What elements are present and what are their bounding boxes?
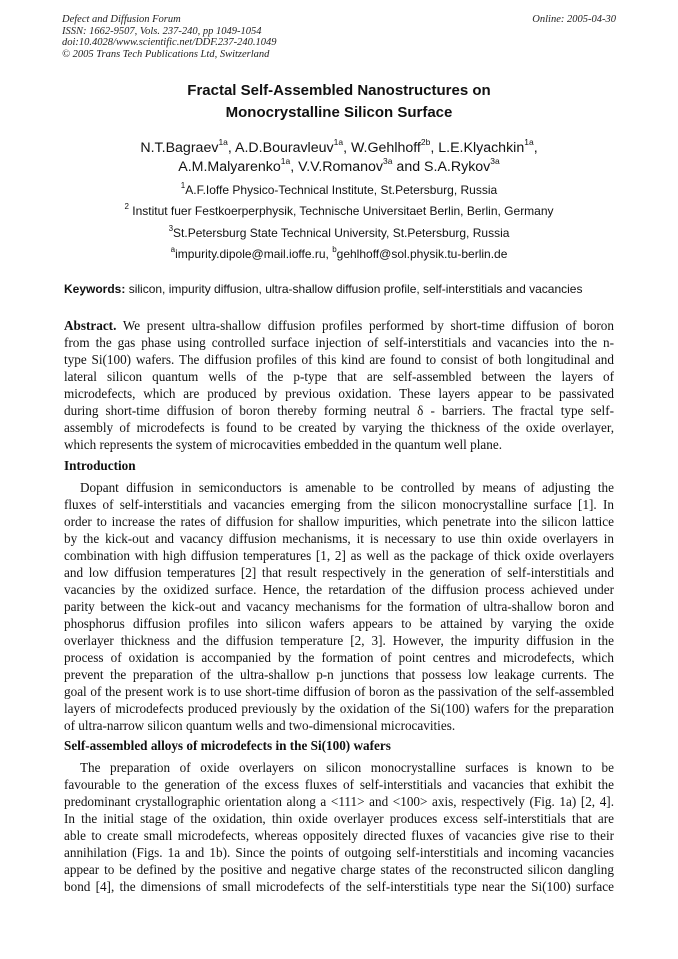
author-line-1 bbox=[0, 139, 678, 158]
paragraph-line: goal of the present work is to use short-time diffusion of boron as the passivation of the self-assembled bbox=[64, 684, 614, 699]
journal-copyright: © 2005 Trans Tech Publications Ltd, Switzerland bbox=[62, 48, 270, 60]
abstract-label: Abstract. bbox=[64, 318, 117, 333]
author-separator: and bbox=[392, 159, 425, 175]
abstract-line: lateral silicon quantum wells of the p-type that are self-assembled between the layers of bbox=[64, 369, 614, 384]
paragraph-line: combination with high diffusion temperatures [1, 2] as well as the package of thick oxide overlayers bbox=[64, 548, 614, 563]
paragraph-line: In the initial stage of the oxidation, thin oxide overlayer produces excess self-interstitials that are bbox=[64, 811, 614, 826]
paragraph-line: and low diffusion temperatures [2] that result respectively in the generation of self-interstitials and bbox=[64, 565, 614, 580]
author-name: S.A.Rykov bbox=[424, 159, 491, 175]
author-separator: , bbox=[227, 140, 236, 156]
author-affil-sup: 1a bbox=[280, 156, 291, 167]
author-name: V.V.Romanov bbox=[298, 159, 384, 175]
keywords bbox=[64, 282, 616, 297]
paragraph-line: appear to be defined by the positive and negative charge states of the reconstructed silicon dangling bbox=[64, 862, 614, 877]
author-name: A.M.Malyarenko bbox=[178, 159, 281, 175]
author-line-2 bbox=[0, 158, 678, 177]
journal-header bbox=[62, 14, 277, 60]
author-separator: , bbox=[533, 140, 538, 156]
keywords-text: silicon, impurity diffusion, ultra-shallow diffusion profile, self-interstitials and vacancies bbox=[125, 282, 583, 296]
abstract-line: type Si(100) wafers. The diffusion profiles of this kind are found to consist of both longitudinal and bbox=[64, 352, 614, 367]
keywords-label: Keywords: bbox=[64, 282, 126, 296]
journal-name: Defect and Diffusion Forum bbox=[62, 14, 181, 25]
email-b[interactable]: gehlhoff@sol.physik.tu-berlin.de bbox=[336, 246, 508, 261]
paper-title bbox=[0, 80, 678, 124]
author-affil-sup: 1a bbox=[333, 137, 344, 148]
paragraph-line: predominant crystallographic orientation along a <111> and <100> axis, respectively (Fig. 1a) [2, 4]. bbox=[64, 794, 614, 809]
paragraph-line: The preparation of oxide overlayers on silicon monocrystalline surfaces is known to be bbox=[80, 760, 614, 775]
journal-doi[interactable]: doi:10.4028/www.scientific.net/DDF.237-240.1049 bbox=[62, 37, 277, 48]
online-date: Online: 2005-04-30 bbox=[532, 14, 616, 25]
author-separator: , bbox=[290, 159, 299, 175]
abstract-line: from the gas phase using controlled surface injection of self-interstitials and vacancies into the n- bbox=[64, 335, 614, 350]
abstract-line: microdefects, which are produced by previous oxidation. These layers appear to be passivated bbox=[64, 386, 614, 401]
abstract bbox=[64, 317, 614, 453]
paragraph-line: fluxes of self-interstitials and vacancies emerging from the silicon monocrystalline surface [1]. In bbox=[64, 497, 614, 512]
paragraph-line: by the kick-out and vacancy diffusion mechanisms, it is necessary to use thin oxide overlayers in bbox=[64, 531, 614, 546]
affiliation-3 bbox=[0, 223, 678, 244]
abstract-line bbox=[64, 317, 614, 334]
affiliation-text: Institut fuer Festkoerperphysik, Technische Universitaet Berlin, Berlin, Germany bbox=[128, 204, 554, 219]
paragraph-line: able to create small microdefects, whereas oppositely directed fluxes of vacancies give rise to their bbox=[64, 828, 614, 843]
email-a[interactable]: impurity.dipole@mail.ioffe.ru, bbox=[175, 246, 333, 261]
affiliations bbox=[0, 180, 678, 265]
paragraph-line: annihilation (Figs. 1a and 1b). Since the points of outgoing self-interstitials and incoming vacancies bbox=[64, 845, 614, 860]
paragraph-line: prevent the preparation of the ultra-shallow p-n junctions that possess low leakage currents. The bbox=[64, 667, 614, 682]
paragraph-line: process of oxidation is accompanied by the formation of point centres and microdefects, which bbox=[64, 650, 614, 665]
author-name: W.Gehlhoff bbox=[350, 140, 421, 156]
author-affil-sup: 1a bbox=[218, 137, 228, 148]
paragraph-line: overlayer thickness and the diffusion temperature [2, 3]. However, the impurity diffusion in the bbox=[64, 633, 614, 648]
section2-body bbox=[64, 759, 614, 895]
email-line bbox=[0, 244, 678, 265]
paragraph-line: bond [4], the dimensions of small microdefects of the self-interstitials type near the Si(100) surface bbox=[64, 879, 614, 894]
email-sup-b: b bbox=[332, 244, 337, 254]
paragraph-line: Dopant diffusion in semiconductors is amenable to be controlled by means of adjusting the bbox=[80, 480, 614, 495]
title-line-2: Monocrystalline Silicon Surface bbox=[225, 104, 453, 121]
abstract-line: during short-time diffusion of boron thereby forming neutral δ - barriers. The fractal type self- bbox=[64, 403, 614, 418]
paragraph-line: layers of microdefects produced previously by the oxidation of the Si(100) wafers for the preparation bbox=[64, 701, 614, 716]
author-affil-sup: 3a bbox=[383, 156, 393, 167]
author-separator: , bbox=[343, 140, 351, 156]
title-line-1: Fractal Self-Assembled Nanostructures on bbox=[187, 82, 491, 99]
author-name: A.D.Bouravleuv bbox=[235, 140, 334, 156]
email-sup-a: a bbox=[170, 244, 176, 254]
affiliation-1 bbox=[0, 180, 678, 201]
section-heading-microdefects: Self-assembled alloys of microdefects in the Si(100) wafers bbox=[64, 738, 391, 753]
paragraph-line: phosphorus diffusion profiles into silicon wafers appears to be attained by varying the oxide bbox=[64, 616, 614, 631]
journal-issn: ISSN: 1662-9507, Vols. 237-240, pp 1049-1054 bbox=[62, 25, 262, 37]
author-affil-sup: 3a bbox=[490, 156, 500, 167]
paragraph-line: favourable to the generation of the excess fluxes of self-interstitials and vacancies that exhibit the bbox=[64, 777, 614, 792]
abstract-line: which represents the system of microcavities embedded in the quantum well plane. bbox=[64, 437, 502, 452]
section-heading-introduction: Introduction bbox=[64, 458, 136, 473]
abstract-line-text: We present ultra-shallow diffusion profiles performed by short-time diffusion of boron bbox=[116, 318, 614, 333]
introduction-body bbox=[64, 479, 614, 734]
author-affil-sup: 1a bbox=[524, 137, 534, 148]
affiliation-sup: 1 bbox=[180, 181, 186, 190]
author-name: L.E.Klyachkin bbox=[438, 140, 525, 156]
affiliation-sup: 2 bbox=[124, 202, 129, 212]
affiliation-text: St.Petersburg State Technical University, St.Petersburg, Russia bbox=[173, 225, 510, 240]
author-name: N.T.Bagraev bbox=[140, 140, 219, 156]
abstract-line: assembly of microdefects is found to be created by varying the thickness of the oxide overlayer, bbox=[64, 420, 614, 435]
affiliation-2 bbox=[0, 201, 678, 222]
affiliation-text: A.F.Ioffe Physico-Technical Institute, St.Petersburg, Russia bbox=[185, 183, 498, 197]
paragraph-line: of ultra-narrow silicon quantum wells and two-dimensional microcavities. bbox=[64, 718, 456, 733]
paragraph-line: parity between the kick-out and vacancy mechanisms for the formation of ultra-shallow boron and bbox=[64, 599, 614, 614]
author-affil-sup: 2b bbox=[420, 137, 431, 148]
author-list bbox=[0, 139, 678, 177]
paragraph-line: order to increase the rates of diffusion for shallow impurities, which penetrate into the silicon lattice bbox=[64, 514, 614, 529]
affiliation-sup: 3 bbox=[168, 223, 174, 233]
paragraph-line: vacancies by the oxidized surface. Hence, the retardation of the diffusion process achieved under bbox=[64, 582, 614, 597]
author-separator: , bbox=[430, 140, 439, 156]
